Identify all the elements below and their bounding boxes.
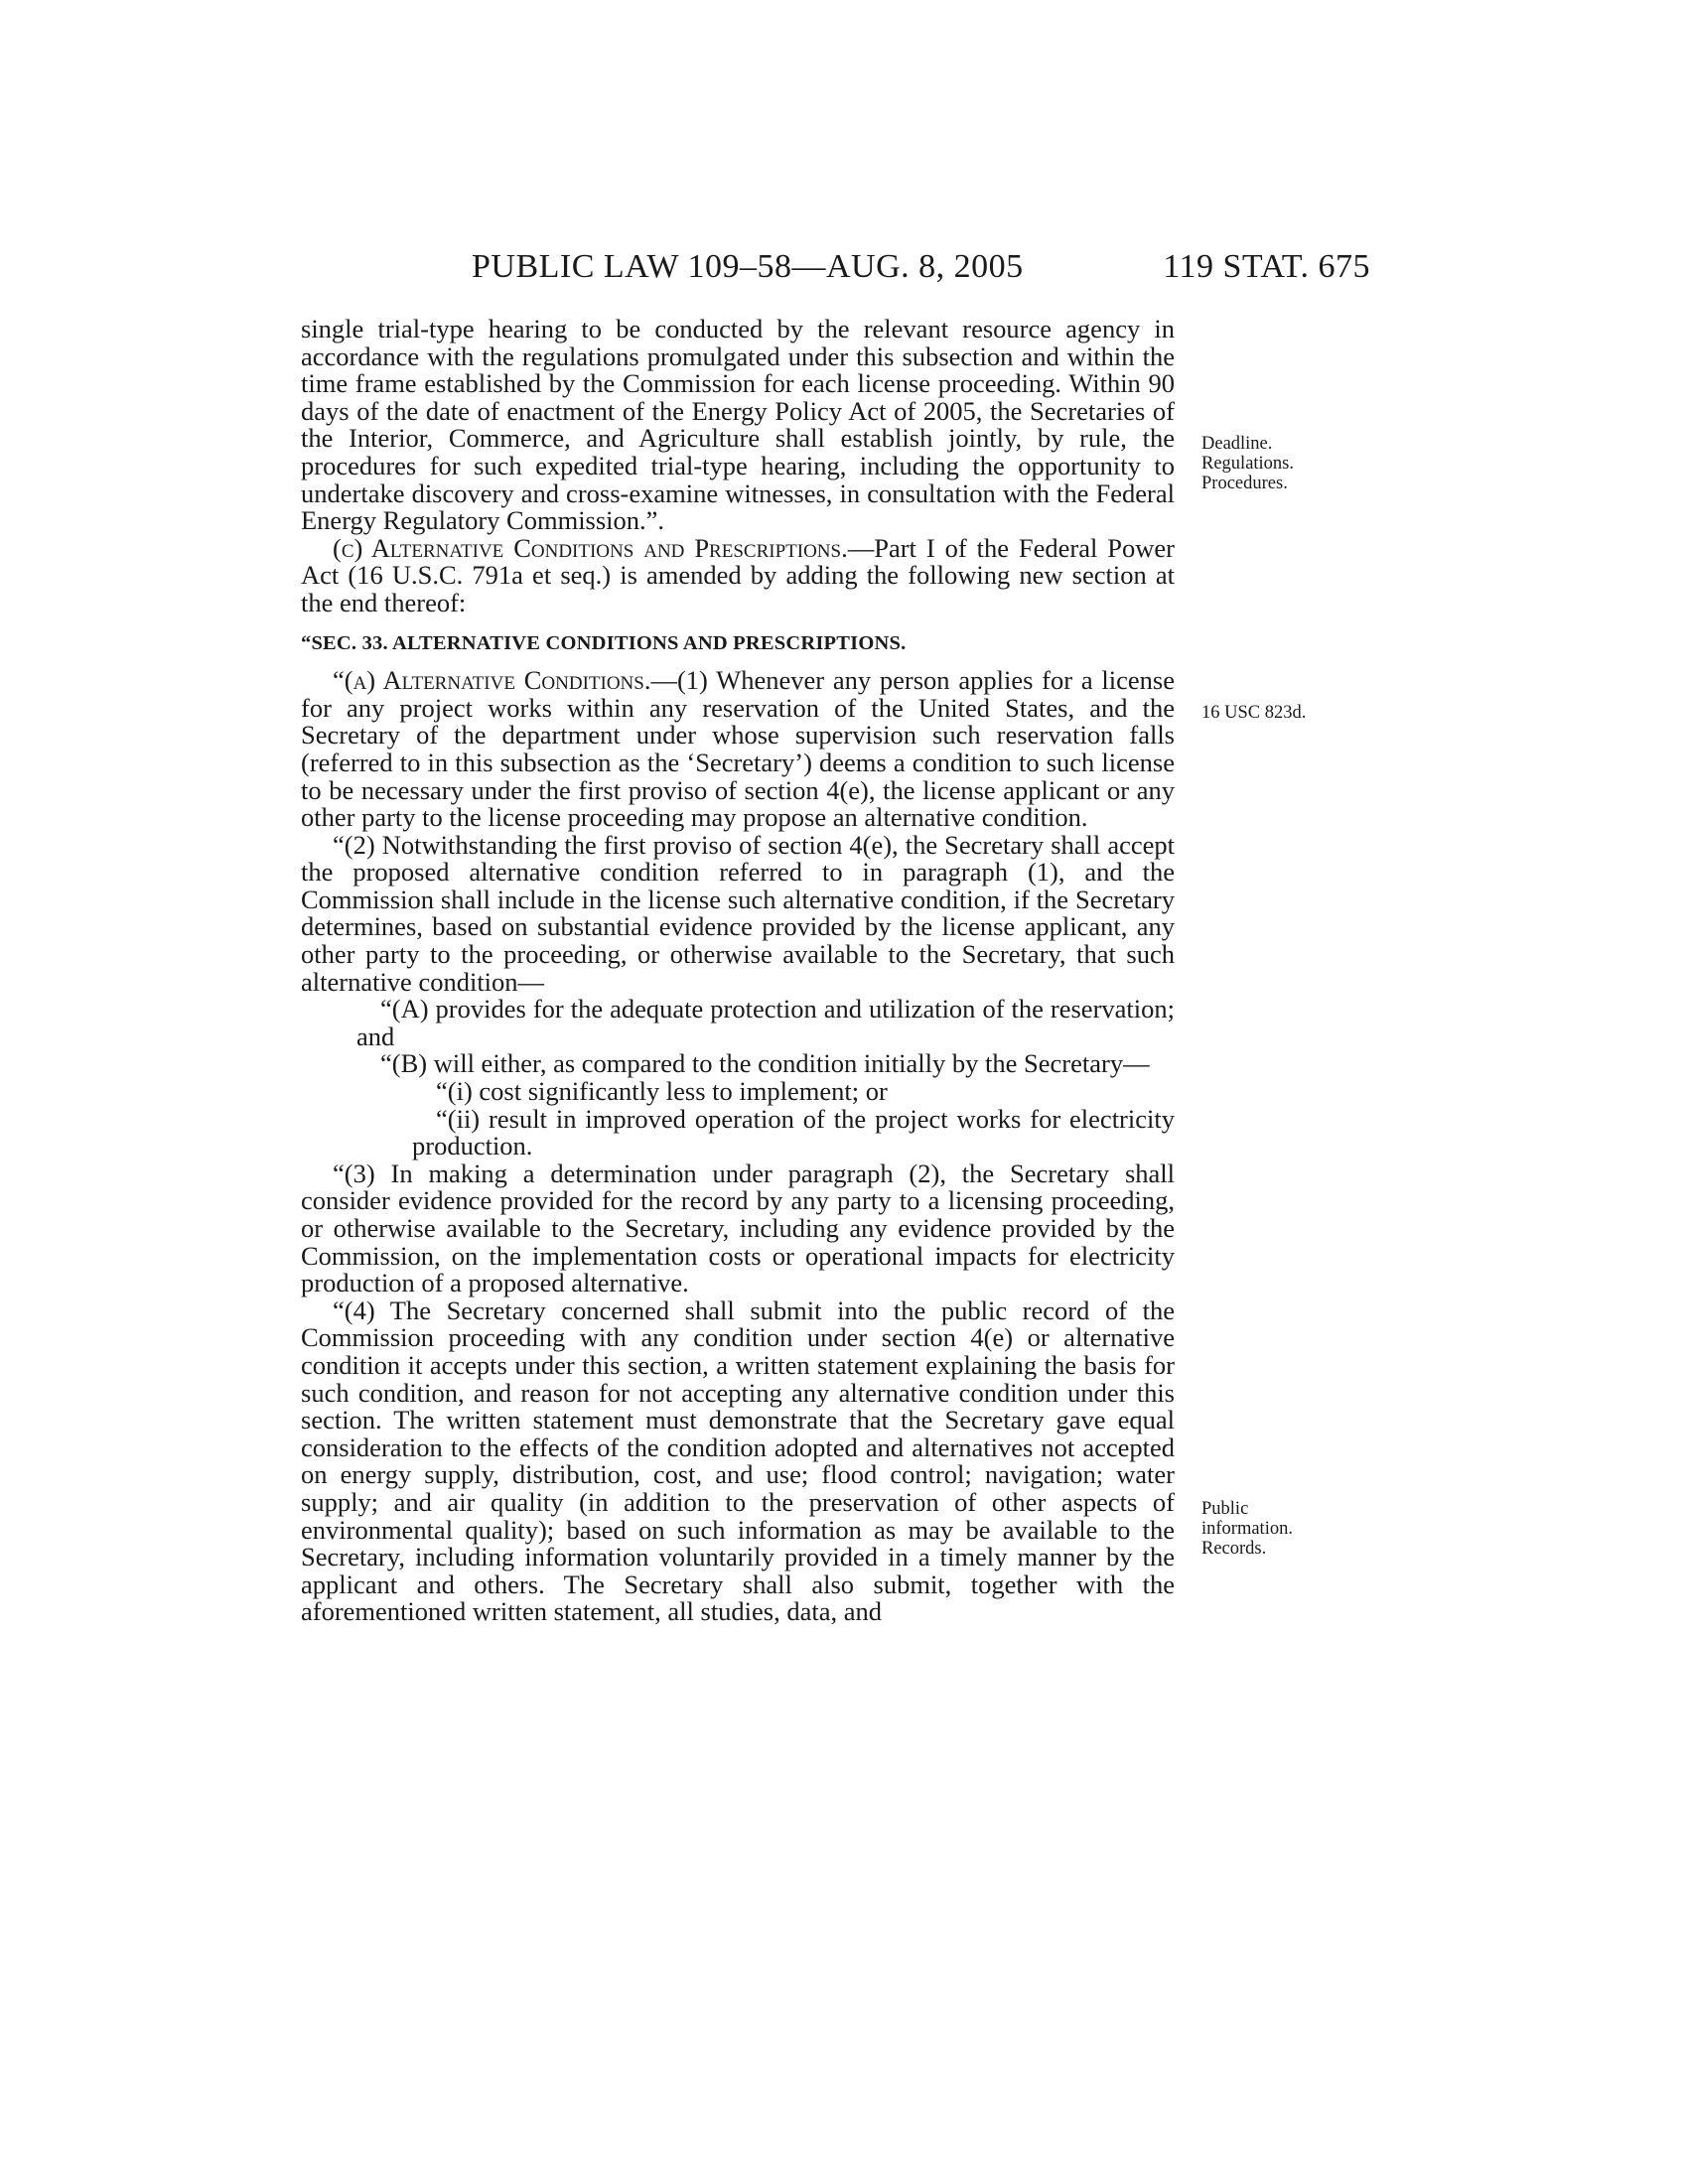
clause-ii: “(ii) result in improved operation of the project works for electricity production. xyxy=(412,1103,1175,1161)
paragraph-continuation: single trial-type hearing to be conducted by the relevant resource agency in accordance with the regulations promulgated under this subsection and within the time frame established by the Commission for each license proceeding. Within 90 days of the date of enactment of the Energy Policy Act of 2005, the Secretaries of the Interior, Commerce, and Agriculture shall establish jointly, by rule, the procedures for such expedited trial-type hearing, including the opportunity to undertake discovery and cross-examine witnesses, in consultation with the Federal Energy Regulatory Commission.”. xyxy=(301,314,1175,536)
paragraph-c-text: —Part I of the Federal Power Act (16 U.S.C. 791a et seq.) is amended by adding the following new section at the end thereof: xyxy=(301,532,1175,617)
paragraph-c-heading: (c) Alternative Conditions and Prescriptions. xyxy=(333,532,848,563)
paragraph-a-heading: “(a) Alternative Conditions. xyxy=(333,665,651,696)
paragraph-a4: “(4) The Secretary concerned shall submit into the public record of the Commission proceeding with any condition under section 4(e) or alternative condition it accepts under this section, a written statement explaining the basis for such condition, and reason for not accepting any alternative condition under this section. The written statement must demonstrate that the Secretary gave equal consideration to the effects of the condition adopted and alternatives not accepted on energy supply, distribution, cost, and use; flood control; navigation; water supply; and air quality (in addition to the preservation of other aspects of environmental quality); based on such information as may be available to the Secretary, including information voluntarily provided in a timely manner by the applicant and others. The Secretary shall also submit, together with the aforementioned written statement, all studies, data, and xyxy=(301,1295,1175,1627)
margin-note-line: Records. xyxy=(1201,1539,1267,1559)
margin-note-line: information. xyxy=(1201,1519,1293,1539)
running-title: PUBLIC LAW 109–58—AUG. 8, 2005 xyxy=(472,248,1024,285)
paragraph-a3: “(3) In making a determination under paragraph (2), the Secretary shall consider evidence provided for the record by any party to a licensing proceeding, or otherwise available to the Secretary, including any evidence provided by the Commission, on the implementation costs or operational impacts for electricity production of a proposed alternative. xyxy=(301,1158,1175,1298)
running-head xyxy=(298,248,1370,292)
margin-note-line: Procedures. xyxy=(1201,474,1288,493)
margin-note-deadline xyxy=(1201,434,1294,493)
subparagraph-B: “(B) will either, as compared to the condition initially by the Secretary— xyxy=(380,1048,1150,1079)
paragraph-a1-text: —(1) Whenever any person applies for a license for any project works within any reservation of the United States, and the Secretary of the department under whose supervision such reservation falls (referred to in this subsection as the ‘Secretary’) deems a condition to such license to be necessary under the first proviso of section 4(e), the license applicant or any other party to the license proceeding may propose an alternative condition. xyxy=(301,665,1175,833)
margin-note-line: Public xyxy=(1201,1499,1249,1519)
margin-note-line: Regulations. xyxy=(1201,454,1295,474)
margin-note-line: 16 USC 823d. xyxy=(1201,703,1307,723)
margin-note-public-information xyxy=(1201,1499,1293,1559)
section-heading: “SEC. 33. ALTERNATIVE CONDITIONS AND PRESCRIPTIONS. xyxy=(301,631,907,654)
page-number: 119 STAT. 675 xyxy=(1163,248,1370,285)
subparagraph-A: “(A) provides for the adequate protection and utilization of the reservation; and xyxy=(356,994,1175,1051)
clause-i: “(i) cost significantly less to implement; or xyxy=(436,1076,888,1107)
margin-note-usc xyxy=(1201,703,1306,723)
margin-note-line: Deadline. xyxy=(1201,434,1273,454)
body-text xyxy=(301,316,1175,1626)
paragraph-a2: “(2) Notwithstanding the first proviso of section 4(e), the Secretary shall accept the proposed alternative condition referred to in paragraph (1), and the Commission shall include in the license such alternative condition, if the Secretary determines, based on substantial evidence provided by the license applicant, any other party to the proceeding, or otherwise available to the Secretary, that such alternative condition— xyxy=(301,829,1175,997)
paragraph-c xyxy=(301,532,1175,617)
paragraph-a1 xyxy=(301,667,1175,832)
